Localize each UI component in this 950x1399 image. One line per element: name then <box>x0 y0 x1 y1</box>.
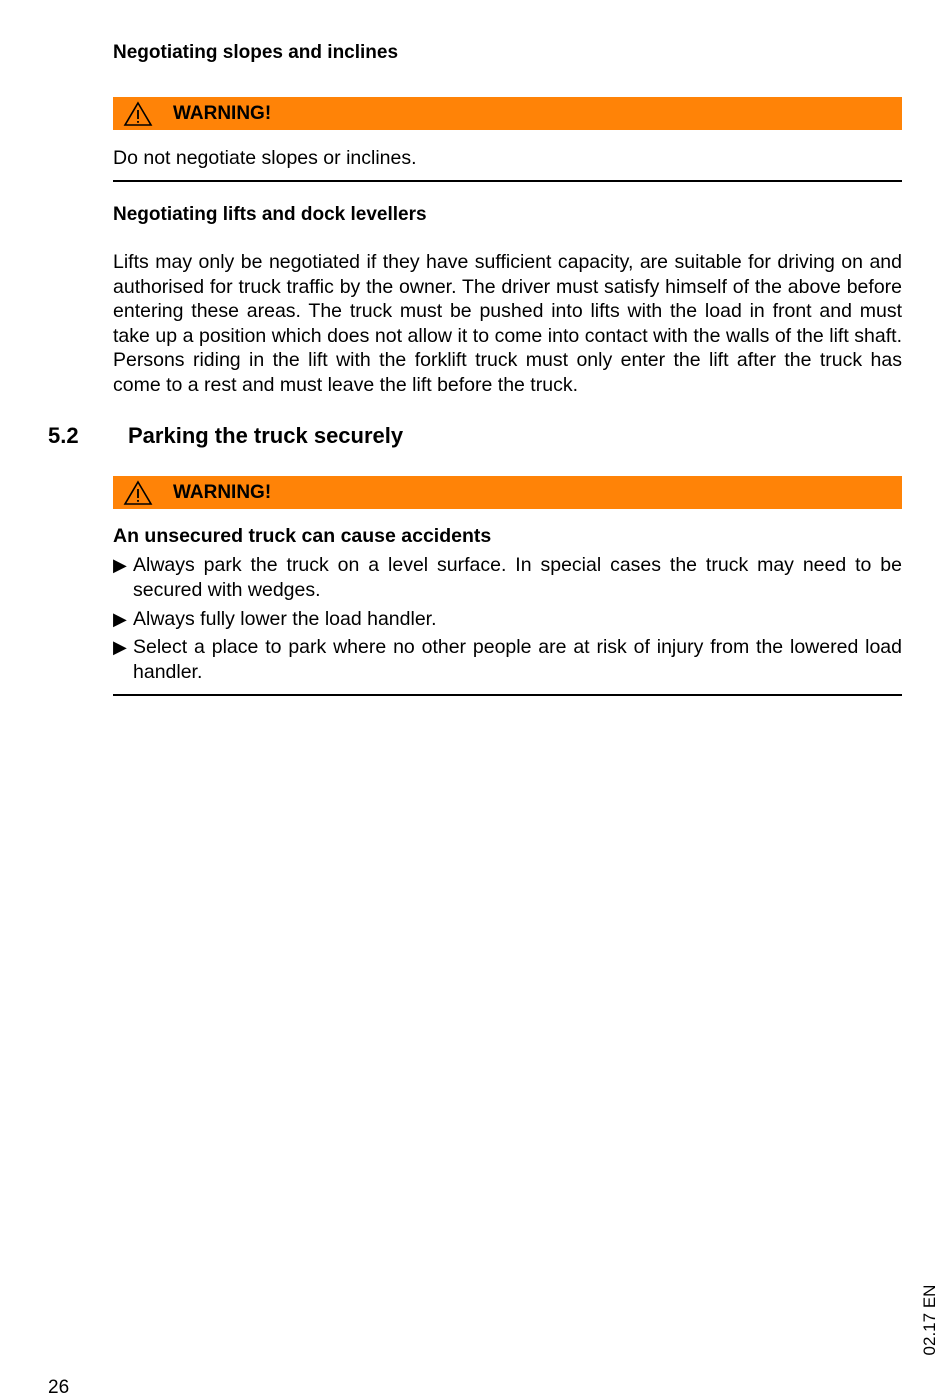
list-item-text: Always fully lower the load handler. <box>133 608 437 630</box>
page-number: 26 <box>48 1377 70 1398</box>
list-item <box>113 607 902 632</box>
list-item <box>113 635 902 685</box>
section-title: Parking the truck securely <box>128 423 404 448</box>
parking-warning-heading: An unsecured truck can cause accidents <box>113 525 492 547</box>
play-arrow-icon: ▶ <box>113 609 127 629</box>
warning-triangle-icon <box>123 480 153 506</box>
parking-warning-bar <box>113 476 902 509</box>
section-number: 5.2 <box>48 423 79 448</box>
slopes-warning-bar <box>113 97 902 130</box>
doc-code <box>919 1283 941 1357</box>
list-item-text: Select a place to park where no other people are at risk of injury from the lowered load handler. <box>133 636 902 683</box>
warning-label: WARNING! <box>173 482 272 503</box>
slopes-divider <box>113 180 902 182</box>
list-item-text: Always park the truck on a level surface. In special cases the truck may need to be secured with wedges. <box>133 554 902 601</box>
play-arrow-icon: ▶ <box>113 555 127 575</box>
lifts-heading: Negotiating lifts and dock levellers <box>113 204 427 225</box>
warning-triangle-icon <box>123 101 153 127</box>
play-arrow-icon: ▶ <box>113 637 127 657</box>
slopes-heading: Negotiating slopes and inclines <box>113 42 399 63</box>
doc-code-text: 02.17 EN <box>920 1284 939 1356</box>
parking-divider <box>113 694 902 696</box>
lifts-paragraph: Lifts may only be negotiated if they have sufficient capacity, are suitable for driving on and authorised for truck traffic by the owner. The driver must satisfy himself of the above before entering these areas. The truck must be pushed into lifts with the load in front and must take up a position which does not allow it to come into contact with the walls of the lift shaft. Persons riding in the lift with the forklift truck must only enter the lift after the truck has come to a rest and must leave the lift before the truck. <box>113 251 902 396</box>
warning-label: WARNING! <box>173 103 272 124</box>
slopes-warning-text: Do not negotiate slopes or inclines. <box>113 147 417 169</box>
list-item <box>113 553 902 603</box>
